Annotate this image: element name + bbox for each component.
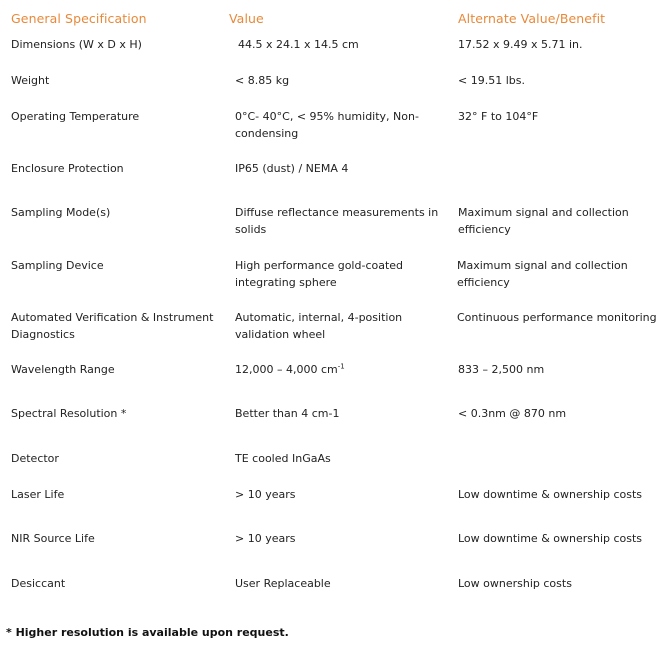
spec-label: Detector: [11, 452, 59, 465]
table-row: [0, 451, 660, 471]
spec-value-with-superscript: [235, 362, 447, 379]
table-row: [0, 37, 660, 57]
spec-label: Dimensions (W x D x H): [11, 38, 142, 51]
table-row: [0, 406, 660, 426]
superscript: -1: [337, 362, 345, 371]
spec-value: TE cooled InGaAs: [235, 452, 331, 465]
header-value: Value: [229, 11, 264, 26]
spec-value: > 10 years: [235, 488, 296, 501]
table-row: [0, 310, 660, 341]
spec-alt-value: 32° F to 104°F: [458, 110, 539, 123]
spec-value: > 10 years: [235, 532, 296, 545]
spec-alt-value: 17.52 x 9.49 x 5.71 in.: [458, 38, 583, 51]
table-row: [0, 73, 660, 93]
spec-alt-value: Low downtime & ownership costs: [458, 532, 643, 545]
spec-label: Spectral Resolution *: [11, 407, 127, 420]
table-row: [0, 205, 660, 236]
spec-alt-value: Low ownership costs: [458, 577, 572, 590]
spec-alt-value: Continuous performance monitoring: [457, 311, 657, 324]
spec-label: Desiccant: [11, 577, 66, 590]
spec-label: Operating Temperature: [11, 110, 140, 123]
spec-label: Sampling Device: [11, 259, 104, 272]
spec-value: Better than 4 cm-1: [235, 407, 340, 420]
header-general-specification: General Specification: [11, 11, 147, 26]
footnote: * Higher resolution is available upon request.: [6, 626, 289, 639]
table-row: [0, 161, 660, 181]
table-row: [0, 362, 660, 382]
spec-value: User Replaceable: [235, 577, 331, 590]
spec-value: 12,000 – 4,000 cm: [235, 363, 338, 376]
spec-value: Diffuse reflectance measurements in solids: [235, 206, 439, 236]
spec-value: 0°C- 40°C, < 95% humidity, Non-condensing: [235, 110, 419, 140]
spec-alt-value: < 19.51 lbs.: [458, 74, 525, 87]
spec-value: < 8.85 kg: [235, 74, 290, 87]
spec-value: High performance gold-coated integrating sphere: [235, 259, 404, 289]
spec-label: NIR Source Life: [11, 532, 95, 545]
spec-label: Laser Life: [11, 488, 65, 501]
spec-label: Automated Verification & Instrument Diagnostics: [11, 311, 214, 341]
spec-value: 44.5 x 24.1 x 14.5 cm: [238, 38, 359, 51]
table-row: [0, 576, 660, 596]
table-row: [0, 109, 660, 140]
spec-alt-value: Maximum signal and collection efficiency: [458, 206, 629, 236]
spec-alt-value: Maximum signal and collection efficiency: [457, 259, 628, 289]
table-row: [0, 531, 660, 551]
spec-alt-value: Low downtime & ownership costs: [458, 488, 643, 501]
spec-value: IP65 (dust) / NEMA 4: [235, 162, 349, 175]
spec-alt-value: < 0.3nm @ 870 nm: [458, 407, 567, 420]
header-alternate-value: Alternate Value/Benefit: [458, 11, 606, 26]
spec-alt-value: 833 – 2,500 nm: [458, 363, 545, 376]
spec-label: Enclosure Protection: [11, 162, 124, 175]
spec-value: Automatic, internal, 4-position validation wheel: [235, 311, 403, 341]
table-row: [0, 258, 660, 289]
spec-label: Weight: [11, 74, 50, 87]
table-row: [0, 487, 660, 507]
spec-label: Wavelength Range: [11, 363, 115, 376]
spec-label: Sampling Mode(s): [11, 206, 111, 219]
